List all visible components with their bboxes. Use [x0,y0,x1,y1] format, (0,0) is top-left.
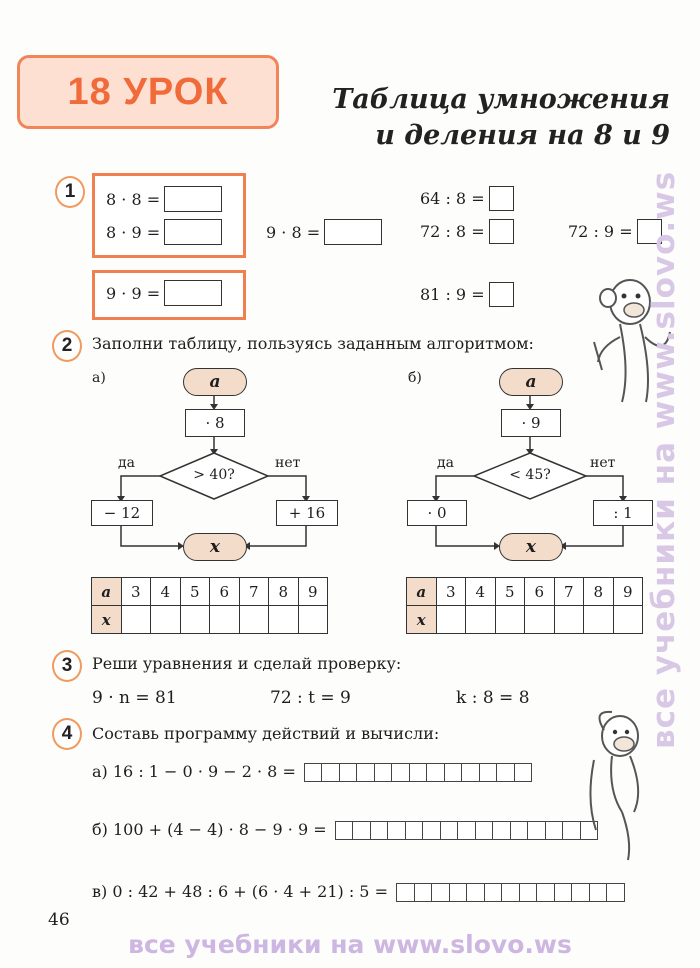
answer-cell[interactable] [525,606,555,634]
answer-cell[interactable] [554,606,584,634]
answer-cell[interactable] [584,606,614,634]
answer-cell[interactable] [239,606,269,634]
equation-3: k : 8 = 8 [456,688,530,708]
table-cell: 5 [495,578,525,606]
flowchart-a-no: нет [275,455,301,471]
expr-9x8: 9 · 8 = [266,219,382,245]
answer-cell[interactable] [495,606,525,634]
answer-cell[interactable] [180,606,210,634]
flowchart-a-yes: да [118,455,135,471]
table-cell: 4 [466,578,496,606]
table-cell: 6 [210,578,240,606]
task-2-text: Заполни таблицу, пользуясь заданным алгоритмом: [92,334,534,353]
table-cell: x [407,606,437,634]
flowchart-a-no-op: + 16 [276,500,338,526]
expression-c: в) 0 : 42 + 48 : 6 + (6 · 4 + 21) : 5 = [92,882,625,902]
flowchart-b-end: x [499,533,563,561]
answer-cell[interactable] [269,606,299,634]
table-cell: 8 [584,578,614,606]
table-cell: 7 [554,578,584,606]
table-b-row-x [407,606,643,634]
flowchart-b-condition: < 45? [509,467,551,483]
table-cell: 3 [436,578,466,606]
expr-81d9: 81 : 9 = [420,282,514,307]
table-cell: a [407,578,437,606]
task-3-number: 3 [52,650,82,682]
answer-cells[interactable] [305,763,533,782]
expr-72d8: 72 : 8 = [420,219,514,244]
expression-a: а) 16 : 1 − 0 · 9 − 2 · 8 = [92,762,532,782]
table-cell: 7 [239,578,269,606]
lesson-label: 18 УРОК [67,70,229,113]
flowchart-b-yes-op: · 0 [407,500,467,526]
table-cell: 9 [613,578,643,606]
answer-cell[interactable] [151,606,181,634]
table-cell: 9 [298,578,328,606]
flowchart-b-label: б) [408,370,422,386]
task-4-number: 4 [52,718,82,750]
equation-2: 72 : t = 9 [270,688,351,708]
table-cell: a [92,578,122,606]
answer-cell[interactable] [466,606,496,634]
answer-cells[interactable] [397,883,625,902]
flowchart-b-step: · 9 [501,409,561,437]
table-cell: 5 [180,578,210,606]
table-a-row-a [92,578,328,606]
watermark-bottom: все учебники на www.slovo.ws [128,930,572,959]
flowchart-a-step: · 8 [185,409,245,437]
flowchart-b-no-op: : 1 [593,500,653,526]
table-b [406,577,643,634]
table-b-row-a [407,578,643,606]
task-1-number: 1 [55,176,85,208]
flowchart-a-condition: > 40? [193,467,235,483]
answer-cell[interactable] [121,606,151,634]
flowchart-a-yes-op: − 12 [91,500,153,526]
flowchart-b-no: нет [590,455,616,471]
flowchart-a-end: x [183,533,247,561]
equation-1: 9 · n = 81 [92,688,177,708]
title-line-1: Таблица умножения [332,84,670,115]
flowchart-b-start: a [499,368,563,396]
table-a [91,577,328,634]
answer-cell[interactable] [210,606,240,634]
task-4-text: Составь программу действий и вычисли: [92,724,440,743]
flowchart-a-label: а) [92,370,106,386]
table-cell: x [92,606,122,634]
answer-cell[interactable] [298,606,328,634]
table-cell: 3 [121,578,151,606]
expr-9x9: 9 · 9 = [106,280,222,306]
flowchart-a-start: a [183,368,247,396]
answer-cell[interactable] [613,606,643,634]
expr-64d8: 64 : 8 = [420,186,514,211]
answer-cells[interactable] [336,821,599,840]
expression-b: б) 100 + (4 − 4) · 8 − 9 · 9 = [92,820,598,840]
expr-72d9: 72 : 9 = [568,219,662,244]
task-2-number: 2 [52,330,82,362]
expr-8x9: 8 · 9 = [106,219,222,245]
task-3-text: Реши уравнения и сделай проверку: [92,654,402,673]
page-number: 46 [48,910,70,930]
watermark-vertical: все учебники на www.slovo.ws [646,170,682,750]
title-line-2: и деления на 8 и 9 [375,120,670,151]
answer-cell[interactable] [436,606,466,634]
table-a-row-x [92,606,328,634]
expr-8x8: 8 · 8 = [106,186,222,212]
table-cell: 4 [151,578,181,606]
table-cell: 6 [525,578,555,606]
flowchart-b-yes: да [437,455,454,471]
table-cell: 8 [269,578,299,606]
